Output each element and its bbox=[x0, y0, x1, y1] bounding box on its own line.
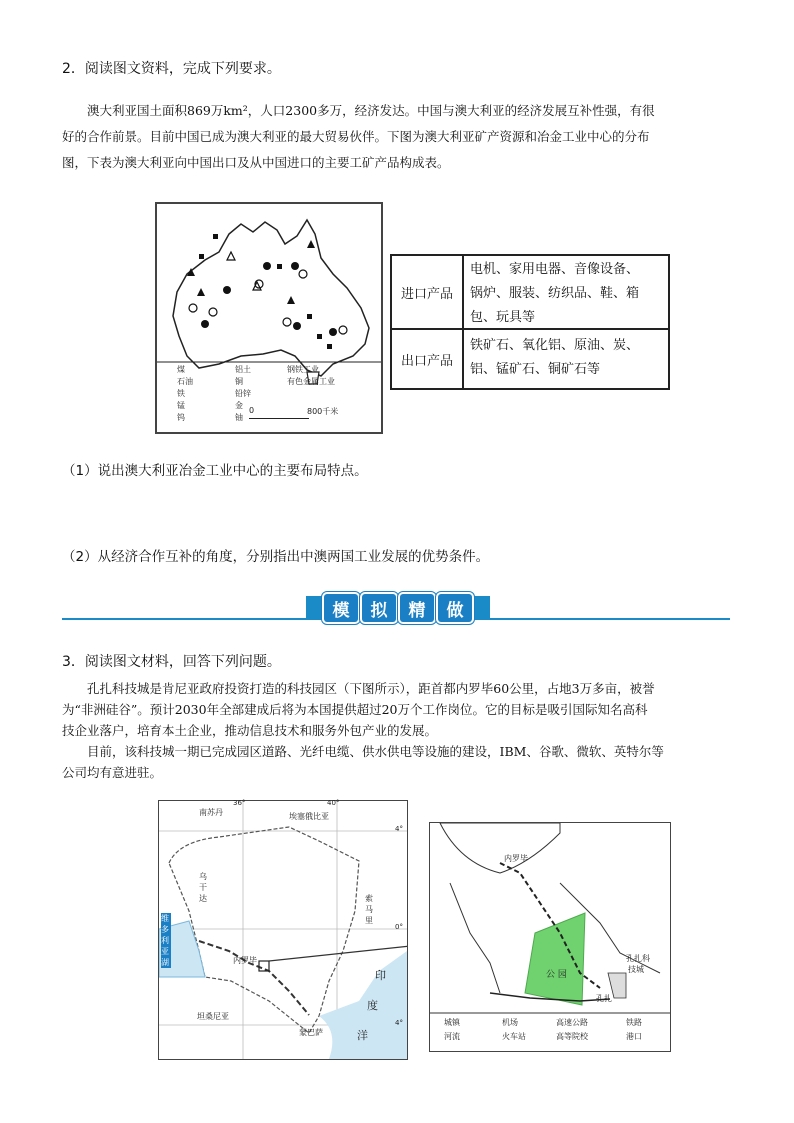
kenya-region-map bbox=[158, 800, 408, 1060]
detail-label-konza-city-2: 技城 bbox=[628, 965, 644, 974]
legend-gold: 金 bbox=[235, 401, 243, 410]
q3-para1-line1: 孔扎科技城是肯尼亚政府投资打造的科技园区（下图所示），距首都内罗毕60公里，占地3万多亩，被誉 bbox=[87, 681, 655, 696]
australia-outline bbox=[173, 220, 369, 376]
banner-char-1: 模 bbox=[324, 594, 358, 622]
label-lat-4n: 4° bbox=[395, 825, 403, 833]
label-somalia: 索马里 bbox=[365, 894, 373, 925]
import-line3: 包、玩具等 bbox=[470, 310, 536, 325]
legend-uranium: 铀 bbox=[235, 413, 243, 422]
konza-detail-map bbox=[429, 822, 671, 1052]
label-south-sudan: 南苏丹 bbox=[199, 808, 223, 817]
legend-nonferrous: 有色金属工业 bbox=[287, 377, 335, 386]
banner-char-4: 做 bbox=[438, 594, 472, 622]
q3-para1-line3: 技企业落户，培育本土企业，推动信息技术和服务外包产业的发展。 bbox=[62, 723, 438, 738]
legend-highway: 高速公路 bbox=[556, 1018, 588, 1027]
section-banner bbox=[322, 593, 474, 623]
q2-para-line1: 澳大利亚国土面积869万km²，人口2300多万，经济发达。中国与澳大利亚的经济发展互补性强，有很 bbox=[87, 103, 655, 118]
q3-para1-line2: 为“非洲硅谷”。预计2030年全部建成后将为本国提供超过20万个工作岗位。它的目标是吸引国际知名高科 bbox=[62, 702, 648, 717]
scale-zero: 0 bbox=[249, 406, 255, 415]
legend-port: 港口 bbox=[626, 1032, 642, 1041]
label-tanzania: 坦桑尼亚 bbox=[197, 1012, 229, 1021]
legend-steel: 钢铁工业 bbox=[287, 365, 319, 374]
q3-para2-line2: 公司均有意进驻。 bbox=[62, 765, 163, 780]
export-cell bbox=[470, 334, 666, 382]
question-3-title: 3．阅读图文材料，回答下列问题。 bbox=[62, 654, 281, 670]
legend-airport: 机场 bbox=[502, 1018, 518, 1027]
legend-leadzinc: 铅锌 bbox=[235, 389, 251, 398]
banner-right-cap bbox=[474, 596, 490, 620]
q2-sub-question-1: （1）说出澳大利亚冶金工业中心的主要布局特点。 bbox=[62, 463, 368, 479]
detail-label-konza-city-1: 孔扎科 bbox=[626, 954, 650, 963]
banner-char-2: 拟 bbox=[362, 594, 396, 622]
legend-college: 高等院校 bbox=[556, 1032, 588, 1041]
label-lat-0: 0° bbox=[395, 923, 403, 931]
trade-table bbox=[390, 254, 670, 390]
legend-town: 城镇 bbox=[444, 1018, 460, 1027]
legend-river: 河流 bbox=[444, 1032, 460, 1041]
detail-label-nairobi: 内罗毕 bbox=[504, 854, 528, 863]
label-ocean-1: 印 bbox=[375, 969, 386, 982]
label-uganda: 乌干达 bbox=[199, 872, 207, 903]
import-line2: 锅炉、服装、纺织品、鞋、箱 bbox=[470, 286, 640, 301]
label-ocean-3: 洋 bbox=[357, 1029, 368, 1042]
label-mombasa: 蒙巴萨 bbox=[299, 1028, 323, 1037]
legend-bauxite: 铝土 bbox=[235, 365, 251, 374]
legend-tungsten: 钨 bbox=[177, 413, 185, 422]
q3-paragraph-2 bbox=[62, 741, 730, 783]
australia-map bbox=[155, 202, 383, 434]
export-header: 出口产品 bbox=[392, 330, 464, 388]
legend-manganese: 锰 bbox=[177, 401, 185, 410]
q3-paragraph-1 bbox=[62, 678, 730, 741]
banner-left-cap bbox=[306, 596, 322, 620]
legend-station: 火车站 bbox=[502, 1032, 526, 1041]
label-ocean-2: 度 bbox=[367, 999, 378, 1012]
banner-char-3: 精 bbox=[400, 594, 434, 622]
legend-copper: 铜 bbox=[235, 377, 243, 386]
label-ethiopia: 埃塞俄比亚 bbox=[289, 812, 329, 821]
legend-rail: 铁路 bbox=[626, 1018, 642, 1027]
scale-label: 800千米 bbox=[307, 407, 339, 416]
q2-paragraph bbox=[62, 98, 730, 176]
detail-label-park: 公 园 bbox=[546, 970, 567, 980]
legend-coal: 煤 bbox=[177, 365, 185, 374]
import-cell bbox=[470, 258, 666, 330]
import-header: 进口产品 bbox=[392, 256, 464, 328]
australia-map-svg bbox=[157, 204, 381, 432]
label-lat-4s: 4° bbox=[395, 1019, 403, 1027]
label-nairobi: 内罗毕 bbox=[233, 956, 257, 965]
scale-bar bbox=[249, 418, 309, 419]
q2-para-line3: 图，下表为澳大利亚向中国出口及从中国进口的主要工矿产品构成表。 bbox=[62, 155, 450, 170]
import-line1: 电机、家用电器、音像设备、 bbox=[470, 262, 640, 277]
legend-oil: 石油 bbox=[177, 377, 193, 386]
export-line1: 铁矿石、氧化铝、原油、炭、 bbox=[470, 338, 640, 353]
export-line2: 铝、锰矿石、铜矿石等 bbox=[470, 362, 601, 377]
label-lon-40: 40° bbox=[327, 799, 340, 807]
q2-sub-question-2: （2）从经济合作互补的角度，分别指出中澳两国工业发展的优势条件。 bbox=[62, 549, 490, 565]
q3-para2-line1: 目前，该科技城一期已完成园区道路、光纤电缆、供水供电等设施的建设，IBM、谷歌、微软、英特尔等 bbox=[87, 744, 664, 759]
legend-iron: 铁 bbox=[177, 389, 185, 398]
question-2-title: 2．阅读图文资料，完成下列要求。 bbox=[62, 61, 281, 77]
detail-label-konza-town: 孔扎 bbox=[596, 994, 612, 1003]
q2-para-line2: 好的合作前景。目前中国已成为澳大利亚的最大贸易伙伴。下图为澳大利亚矿产资源和冶金工业中心的分布 bbox=[62, 129, 650, 144]
label-lon-36: 36° bbox=[233, 799, 246, 807]
label-lake-victoria: 维多利亚湖 bbox=[161, 914, 169, 967]
